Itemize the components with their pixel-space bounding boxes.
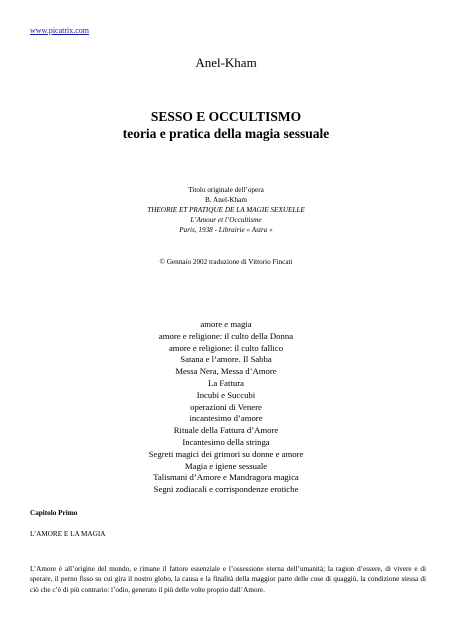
toc-item: Incantesimo della stringa [182, 436, 270, 447]
book-title: SESSO E OCCULTISMO [150, 109, 302, 124]
website-link[interactable]: www.picatrix.com [30, 26, 90, 35]
author-name: Anel-Kham [195, 55, 257, 70]
original-publication: Paris, 1938 - Librairie « Astra » [179, 226, 273, 234]
original-author: B. Anel-Kham [205, 196, 247, 204]
toc-item: amore e magia [200, 319, 252, 329]
book-title-block [0, 108, 452, 142]
toc-item: amore e religione: il culto della Donna [158, 330, 294, 341]
toc-item: Rituale della Fattura d’Amore [173, 425, 279, 436]
toc-item: Segni zodiacali e corrispondenze erotiche [153, 484, 299, 495]
original-title: THEORIE ET PRATIQUE DE LA MAGIE SEXUELLE [147, 206, 305, 214]
table-of-contents [0, 319, 452, 496]
original-subtitle: L’Amour et l’Occultisme [190, 216, 262, 224]
toc-item: La Fattura [208, 377, 244, 388]
chapter-label: Capitolo Primo [30, 509, 78, 517]
chapter-title: L’AMORE E LA MAGIA [30, 530, 106, 538]
original-edition-info [0, 185, 452, 235]
chapter-paragraph: L’Amore è all’origine del mondo, e rimane il fattore essenziale e l’ossessione eterna dell’umanità; la ragion d’essere, di vivere e di sperare, il perno fisso su cui gira il nostro globo, la causa e la finalità della maggior parte delle cose di quaggiù, la condizione stessa di ciò che c’è di più contrario: l’odio, generato il più delle volte proprio dall’Amore. [30, 565, 426, 594]
toc-item: Satana e l’amore. Il Sabba [180, 354, 272, 365]
toc-item: Segreti magici dei grimori su donne e amore [148, 448, 304, 459]
book-subtitle: teoria e pratica della magia sessuale [122, 126, 330, 141]
toc-item: Magia e igiene sessuale [184, 460, 268, 471]
toc-item: Messa Nera, Messa d’Amore [175, 366, 277, 377]
copyright-notice: © Gennaio 2002 traduzione di Vittorio Fincati [159, 258, 293, 266]
toc-item: incantesimo d’amore [189, 413, 263, 424]
toc-item: amore e religione: il culto fallico [168, 342, 284, 353]
toc-item: Talismani d’Amore e Mandragora magica [153, 472, 299, 483]
toc-item: operazioni di Venere [190, 401, 262, 412]
original-title-label: Titolo originale dell’opera [188, 186, 264, 194]
toc-item: Incubi e Succubi [196, 389, 256, 400]
